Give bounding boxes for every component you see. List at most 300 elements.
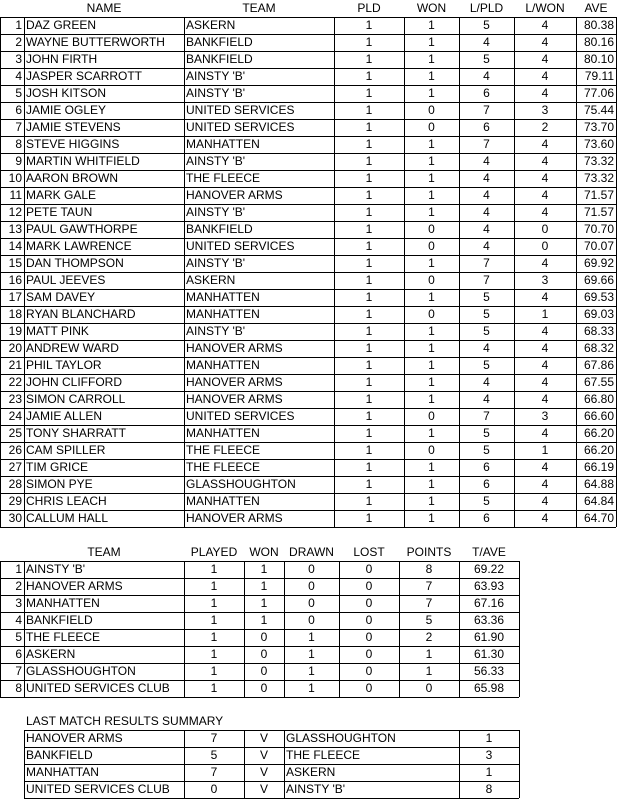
player-played: 1 <box>365 409 373 423</box>
player-team: HANOVER ARMS <box>186 341 283 355</box>
player-legs-played: 4 <box>483 35 490 49</box>
league-position: 1 <box>15 562 22 576</box>
player-won: 0 <box>428 307 435 321</box>
player-won: 0 <box>428 239 435 253</box>
player-team: AINSTY 'B' <box>186 324 246 338</box>
result-away-team: THE FLEECE <box>286 748 361 762</box>
player-won: 0 <box>428 409 435 423</box>
player-legs-played: 5 <box>483 324 490 338</box>
player-team: UNITED SERVICES <box>186 103 295 117</box>
player-name: TONY SHARRATT <box>26 426 127 440</box>
league-won: 0 <box>260 630 268 644</box>
player-won: 1 <box>428 375 435 389</box>
league-won: 0 <box>260 681 268 695</box>
league-header-won: WON <box>249 545 279 559</box>
player-team: GLASSHOUGHTON <box>186 477 296 491</box>
league-position: 2 <box>15 579 22 593</box>
player-name: WAYNE BUTTERWORTH <box>26 35 165 49</box>
player-position: 2 <box>15 35 22 49</box>
player-position: 3 <box>15 52 22 66</box>
league-position: 4 <box>15 613 22 627</box>
player-name: PAUL JEEVES <box>26 273 106 287</box>
league-team: AINSTY 'B' <box>26 562 86 576</box>
player-position: 8 <box>15 137 22 151</box>
player-name: RYAN BLANCHARD <box>26 307 136 321</box>
player-team: BANKFIELD <box>186 222 253 236</box>
player-name: ANDREW WARD <box>26 341 119 355</box>
player-average: 68.32 <box>583 341 614 355</box>
result-versus: V <box>259 765 268 779</box>
league-won: 1 <box>260 562 268 576</box>
player-legs-played: 7 <box>483 256 490 270</box>
player-won: 1 <box>428 341 435 355</box>
player-team: MANHATTEN <box>186 494 260 508</box>
league-drawn: 1 <box>308 681 315 695</box>
league-header-played: PLAYED <box>190 545 238 559</box>
league-played: 1 <box>210 630 218 644</box>
player-position: 10 <box>8 171 22 185</box>
player-played: 1 <box>365 18 373 32</box>
player-team: HANOVER ARMS <box>186 188 283 202</box>
league-points: 1 <box>425 647 433 661</box>
player-team: AINSTY 'B' <box>186 205 246 219</box>
player-legs-played: 5 <box>483 494 490 508</box>
league-won: 1 <box>260 596 268 610</box>
result-away-team: ASKERN <box>286 765 336 779</box>
league-played: 1 <box>210 647 218 661</box>
league-points: 8 <box>425 562 433 576</box>
player-won: 1 <box>428 188 435 202</box>
header-team: TEAM <box>242 1 276 15</box>
player-legs-played: 4 <box>483 375 490 389</box>
player-legs-won: 1 <box>541 443 549 457</box>
player-won: 1 <box>428 69 435 83</box>
header-lpld: L/PLD <box>469 1 504 15</box>
player-won: 0 <box>428 443 435 457</box>
player-name: TIM GRICE <box>26 460 88 474</box>
player-played: 1 <box>365 137 373 151</box>
player-position: 4 <box>15 69 22 83</box>
player-team: MANHATTEN <box>186 426 260 440</box>
player-team: AINSTY 'B' <box>186 154 246 168</box>
player-team: HANOVER ARMS <box>186 392 283 406</box>
player-team: MANHATTEN <box>186 290 260 304</box>
player-team: UNITED SERVICES <box>186 409 295 423</box>
player-won: 0 <box>428 273 435 287</box>
player-average: 66.60 <box>583 409 614 423</box>
player-team: BANKFIELD <box>186 35 253 49</box>
player-played: 1 <box>365 358 373 372</box>
player-name: SAM DAVEY <box>26 290 96 304</box>
player-played: 1 <box>365 35 373 49</box>
player-legs-won: 4 <box>541 86 549 100</box>
player-position: 15 <box>8 256 22 270</box>
player-legs-won: 4 <box>541 256 549 270</box>
league-team: THE FLEECE <box>26 630 101 644</box>
player-average: 69.03 <box>583 307 614 321</box>
player-legs-played: 6 <box>483 460 490 474</box>
player-won: 1 <box>428 52 435 66</box>
league-position: 5 <box>15 630 22 644</box>
header-lwon: L/WON <box>525 1 565 15</box>
league-header-team: TEAM <box>87 545 121 559</box>
result-home-score: 5 <box>210 748 218 762</box>
player-legs-won: 4 <box>541 154 549 168</box>
player-legs-won: 2 <box>541 120 549 134</box>
player-name: MATT PINK <box>26 324 89 338</box>
player-legs-won: 4 <box>541 511 549 525</box>
league-team: ASKERN <box>26 647 76 661</box>
player-position: 30 <box>8 511 22 525</box>
player-legs-played: 6 <box>483 477 490 491</box>
player-average: 64.88 <box>583 477 614 491</box>
player-legs-won: 3 <box>541 409 549 423</box>
player-won: 1 <box>428 137 435 151</box>
league-lost: 0 <box>365 579 373 593</box>
player-position: 22 <box>8 375 22 389</box>
player-average: 66.20 <box>583 426 614 440</box>
player-name: JAMIE OGLEY <box>26 103 107 117</box>
league-team: MANHATTEN <box>26 596 100 610</box>
player-team: AINSTY 'B' <box>186 86 246 100</box>
league-team: HANOVER ARMS <box>26 579 123 593</box>
result-home-score: 7 <box>210 765 218 779</box>
league-drawn: 0 <box>308 613 315 627</box>
league-team-average: 65.98 <box>473 681 505 695</box>
player-legs-won: 3 <box>541 103 549 117</box>
league-played: 1 <box>210 681 218 695</box>
player-average: 73.70 <box>583 120 614 134</box>
player-name: JASPER SCARROTT <box>26 69 143 83</box>
player-team: AINSTY 'B' <box>186 69 246 83</box>
player-name: JAMIE ALLEN <box>26 409 103 423</box>
player-position: 9 <box>15 154 22 168</box>
player-average: 77.06 <box>583 86 614 100</box>
player-won: 1 <box>428 35 435 49</box>
player-played: 1 <box>365 154 373 168</box>
player-legs-played: 4 <box>483 188 490 202</box>
result-home-score: 0 <box>210 782 218 796</box>
player-team: THE FLEECE <box>186 171 261 185</box>
player-played: 1 <box>365 307 373 321</box>
league-header-points: POINTS <box>406 545 452 559</box>
player-played: 1 <box>365 103 373 117</box>
player-legs-won: 4 <box>541 324 549 338</box>
league-team-average: 63.36 <box>473 613 505 627</box>
header-name: NAME <box>86 1 122 15</box>
player-position: 7 <box>15 120 22 134</box>
result-home-team: UNITED SERVICES CLUB <box>26 782 170 796</box>
player-name: JOHN FIRTH <box>26 52 98 66</box>
league-position: 6 <box>15 647 22 661</box>
player-legs-won: 4 <box>541 35 549 49</box>
player-won: 1 <box>428 477 435 491</box>
player-position: 13 <box>8 222 22 236</box>
player-legs-played: 5 <box>483 443 490 457</box>
league-drawn: 1 <box>308 630 315 644</box>
player-name: CHRIS LEACH <box>26 494 107 508</box>
player-legs-won: 0 <box>541 239 549 253</box>
player-legs-played: 4 <box>483 154 490 168</box>
league-drawn: 0 <box>308 596 315 610</box>
result-versus: V <box>259 748 268 762</box>
league-team-average: 61.30 <box>473 647 505 661</box>
league-team-average: 56.33 <box>473 664 505 678</box>
result-versus: V <box>259 782 268 796</box>
player-legs-won: 4 <box>541 392 549 406</box>
player-position: 24 <box>8 409 22 423</box>
player-position: 5 <box>15 86 22 100</box>
league-points: 7 <box>425 596 433 610</box>
player-played: 1 <box>365 205 373 219</box>
league-drawn: 0 <box>308 562 315 576</box>
player-average: 68.33 <box>583 324 614 338</box>
league-won: 1 <box>260 579 268 593</box>
header-pld: PLD <box>357 1 381 15</box>
player-won: 0 <box>428 222 435 236</box>
player-team: HANOVER ARMS <box>186 511 283 525</box>
player-won: 1 <box>428 511 435 525</box>
player-name: PHIL TAYLOR <box>26 358 102 372</box>
player-legs-played: 7 <box>483 409 490 423</box>
player-won: 1 <box>428 86 435 100</box>
player-legs-won: 4 <box>541 426 549 440</box>
player-legs-won: 4 <box>541 18 549 32</box>
player-average: 70.70 <box>583 222 614 236</box>
player-team: ASKERN <box>186 273 236 287</box>
player-legs-played: 4 <box>483 392 490 406</box>
player-legs-played: 4 <box>483 341 490 355</box>
player-played: 1 <box>365 273 373 287</box>
result-away-score: 8 <box>485 782 493 796</box>
player-average: 70.07 <box>583 239 614 253</box>
player-average: 69.92 <box>583 256 614 270</box>
player-name: AARON BROWN <box>26 171 119 185</box>
player-average: 75.44 <box>583 103 614 117</box>
player-name: JOHN CLIFFORD <box>26 375 122 389</box>
player-team: UNITED SERVICES <box>186 120 295 134</box>
player-average: 69.66 <box>583 273 614 287</box>
player-won: 1 <box>428 290 435 304</box>
player-team: BANKFIELD <box>186 52 253 66</box>
player-played: 1 <box>365 171 373 185</box>
result-home-team: MANHATTAN <box>26 765 99 779</box>
player-won: 1 <box>428 256 435 270</box>
result-away-team: GLASSHOUGHTON <box>286 731 396 745</box>
league-points: 7 <box>425 579 433 593</box>
player-position: 25 <box>8 426 22 440</box>
player-played: 1 <box>365 188 373 202</box>
player-legs-won: 4 <box>541 137 549 151</box>
player-position: 6 <box>15 103 22 117</box>
player-average: 73.60 <box>583 137 614 151</box>
player-legs-won: 4 <box>541 188 549 202</box>
league-lost: 0 <box>365 647 373 661</box>
league-team: BANKFIELD <box>26 613 93 627</box>
league-played: 1 <box>210 579 218 593</box>
player-position: 20 <box>8 341 22 355</box>
player-average: 64.84 <box>583 494 614 508</box>
player-average: 67.55 <box>583 375 614 389</box>
player-won: 1 <box>428 205 435 219</box>
player-legs-won: 4 <box>541 477 549 491</box>
player-legs-won: 4 <box>541 375 549 389</box>
league-team: UNITED SERVICES CLUB <box>26 681 170 695</box>
league-lost: 0 <box>365 562 373 576</box>
player-average: 67.86 <box>583 358 614 372</box>
league-team-average: 69.22 <box>473 562 505 576</box>
player-legs-played: 4 <box>483 69 490 83</box>
player-played: 1 <box>365 443 373 457</box>
player-legs-played: 7 <box>483 137 490 151</box>
player-legs-played: 4 <box>483 205 490 219</box>
player-played: 1 <box>365 477 373 491</box>
player-legs-played: 5 <box>483 426 490 440</box>
player-average: 73.32 <box>583 171 614 185</box>
player-average: 73.32 <box>583 154 614 168</box>
league-lost: 0 <box>365 630 373 644</box>
player-position: 11 <box>9 188 22 202</box>
league-drawn: 1 <box>308 664 315 678</box>
player-legs-won: 1 <box>541 307 549 321</box>
player-name: CAM SPILLER <box>26 443 106 457</box>
player-position: 17 <box>8 290 22 304</box>
player-legs-won: 4 <box>541 341 549 355</box>
player-average: 71.57 <box>583 188 614 202</box>
player-name: DAN THOMPSON <box>26 256 124 270</box>
player-position: 27 <box>8 460 22 474</box>
player-position: 16 <box>8 273 22 287</box>
league-team-average: 61.90 <box>473 630 505 644</box>
league-played: 1 <box>210 562 218 576</box>
player-name: PETE TAUN <box>26 205 93 219</box>
league-lost: 0 <box>365 664 373 678</box>
player-legs-won: 4 <box>541 290 549 304</box>
player-legs-won: 4 <box>541 171 549 185</box>
league-team-average: 67.16 <box>473 596 505 610</box>
player-played: 1 <box>365 341 373 355</box>
player-name: JOSH KITSON <box>26 86 107 100</box>
player-name: MARTIN WHITFIELD <box>26 154 140 168</box>
result-away-score: 1 <box>485 731 493 745</box>
player-played: 1 <box>365 52 373 66</box>
league-points: 1 <box>425 664 433 678</box>
league-played: 1 <box>210 613 218 627</box>
player-won: 1 <box>428 154 435 168</box>
player-name: PAUL GAWTHORPE <box>26 222 138 236</box>
player-legs-played: 5 <box>483 358 490 372</box>
header-ave: AVE <box>584 1 608 15</box>
league-won: 0 <box>260 664 268 678</box>
player-name: CALLUM HALL <box>26 511 109 525</box>
player-average: 80.38 <box>583 18 614 32</box>
player-average: 71.57 <box>583 205 614 219</box>
player-played: 1 <box>365 375 373 389</box>
player-won: 1 <box>428 171 435 185</box>
player-played: 1 <box>365 494 373 508</box>
player-legs-played: 5 <box>483 52 490 66</box>
league-team: GLASSHOUGHTON <box>26 664 136 678</box>
player-position: 18 <box>8 307 22 321</box>
player-team: MANHATTEN <box>186 137 260 151</box>
player-position: 19 <box>8 324 22 338</box>
league-lost: 0 <box>365 613 373 627</box>
player-legs-played: 7 <box>483 273 490 287</box>
player-played: 1 <box>365 69 373 83</box>
player-name: STEVE HIGGINS <box>26 137 120 151</box>
player-played: 1 <box>365 222 373 236</box>
player-legs-played: 4 <box>483 239 490 253</box>
league-drawn: 1 <box>308 647 315 661</box>
league-played: 1 <box>210 664 218 678</box>
player-legs-played: 5 <box>483 18 490 32</box>
result-away-team: AINSTY 'B' <box>286 782 346 796</box>
player-average: 66.19 <box>583 460 614 474</box>
league-lost: 0 <box>365 596 373 610</box>
player-legs-played: 6 <box>483 86 490 100</box>
player-name: MARK GALE <box>26 188 97 202</box>
player-legs-won: 0 <box>541 222 549 236</box>
league-drawn: 0 <box>308 579 315 593</box>
player-position: 21 <box>8 358 22 372</box>
player-played: 1 <box>365 290 373 304</box>
player-legs-won: 4 <box>541 52 549 66</box>
player-name: MARK LAWRENCE <box>26 239 132 253</box>
league-points: 2 <box>425 630 433 644</box>
player-won: 1 <box>428 18 435 32</box>
player-won: 0 <box>428 120 435 134</box>
player-played: 1 <box>365 511 373 525</box>
player-played: 1 <box>365 120 373 134</box>
player-won: 1 <box>428 426 435 440</box>
league-won: 0 <box>260 647 268 661</box>
player-won: 1 <box>428 358 435 372</box>
player-team: HANOVER ARMS <box>186 375 283 389</box>
player-average: 64.70 <box>583 511 614 525</box>
league-header-lost: LOST <box>353 545 385 559</box>
player-position: 28 <box>8 477 22 491</box>
player-position: 26 <box>8 443 22 457</box>
player-played: 1 <box>365 392 373 406</box>
result-away-score: 1 <box>485 765 493 779</box>
player-name: DAZ GREEN <box>26 18 97 32</box>
player-legs-played: 4 <box>483 171 490 185</box>
player-team: AINSTY 'B' <box>186 256 246 270</box>
league-points: 5 <box>425 613 433 627</box>
player-average: 79.11 <box>584 69 614 83</box>
player-legs-played: 4 <box>483 222 490 236</box>
player-position: 14 <box>8 239 22 253</box>
player-legs-won: 4 <box>541 494 549 508</box>
player-team: MANHATTEN <box>186 307 260 321</box>
player-played: 1 <box>365 460 373 474</box>
player-won: 1 <box>428 324 435 338</box>
player-team: THE FLEECE <box>186 460 261 474</box>
result-versus: V <box>259 731 268 745</box>
player-legs-won: 4 <box>541 460 549 474</box>
player-name: JAMIE STEVENS <box>26 120 121 134</box>
player-played: 1 <box>365 324 373 338</box>
league-header-tave: T/AVE <box>472 545 506 559</box>
player-legs-played: 6 <box>483 120 490 134</box>
player-position: 1 <box>15 18 22 32</box>
player-legs-won: 4 <box>541 205 549 219</box>
player-legs-won: 3 <box>541 273 549 287</box>
player-average: 66.80 <box>583 392 614 406</box>
player-legs-played: 5 <box>483 290 490 304</box>
player-legs-won: 4 <box>541 69 549 83</box>
result-home-score: 7 <box>210 731 218 745</box>
